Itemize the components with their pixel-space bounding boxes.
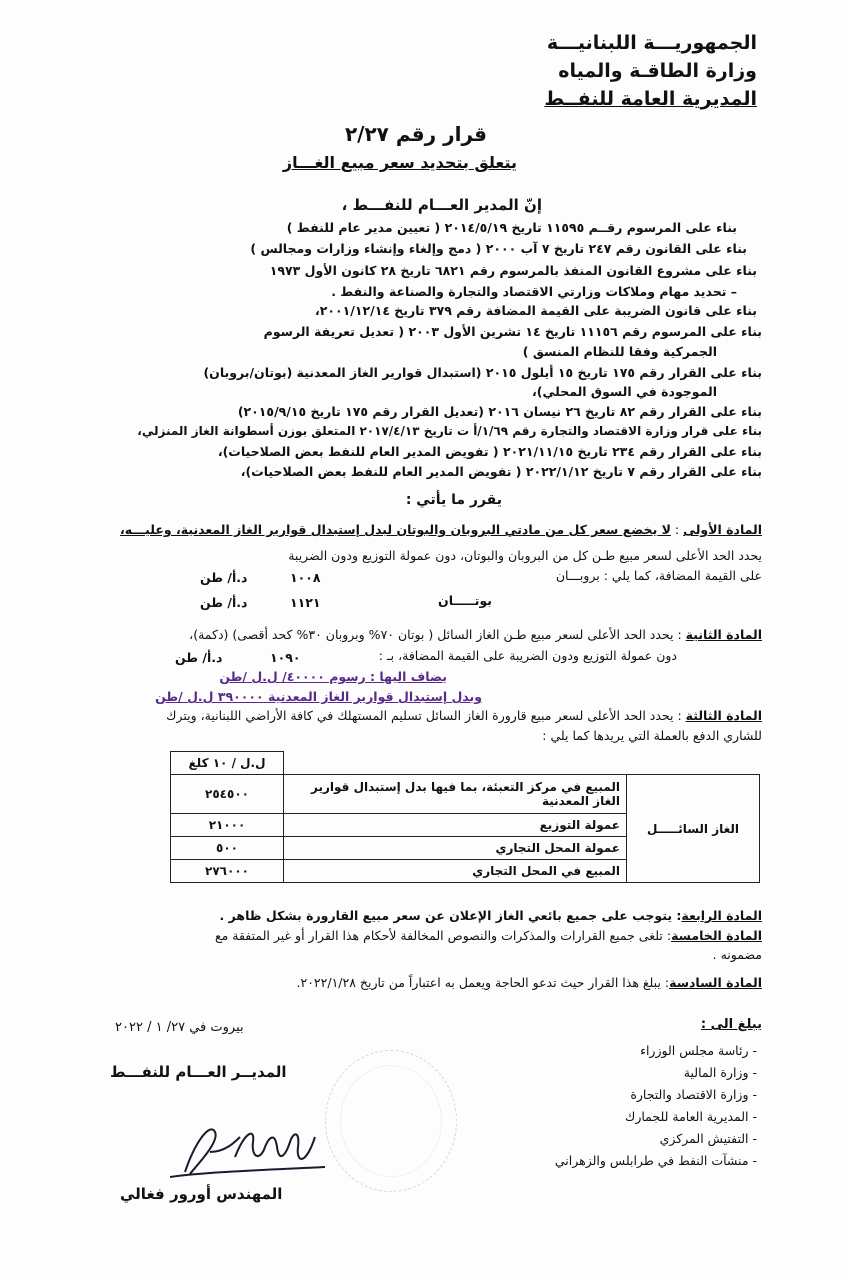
whereas-line: بناء على قانون الضريبة على القيمة المضافة رقم ٣٧٩ تاريخ ٢٠٠١/١٢/١٤،	[315, 303, 757, 318]
unit-header: ل.ل / ١٠ كلغ	[171, 752, 284, 775]
row-label: عمولة التوزيع	[284, 814, 627, 837]
butane-value: ١١٢١	[290, 595, 321, 610]
article-1-line3: على القيمة المضافة، كما يلي : بروبـــان	[555, 568, 762, 583]
list-item: - التفتيش المركزي	[659, 1131, 757, 1146]
whereas-line: بناء على المرسوم رقــم ١١٥٩٥ تاريخ ٢٠١٤/٥/١٩ ( تعيين مدير عام للنفط )	[286, 220, 737, 235]
list-item: - وزارة الاقتصاد والتجارة	[630, 1087, 757, 1102]
article-6-text: : يبلغ هذا القرار حيث تدعو الحاجة ويعمل به اعتباراً من تاريخ ٢٠٢٢/١/٢٨.	[296, 975, 670, 990]
article-1-line2: يحدد الحد الأعلى لسعر مبيع طـن كل من البروبان والبوتان، دون عمولة التوزيع ودون الضريبة	[288, 548, 762, 563]
article-6-label: المادة السادسة	[669, 975, 762, 990]
article-3: المادة الثالثة : يحدد الحد الأعلى لسعر مبيع قارورة الغاز السائل تسليم المستهلك في كافة الأراضي اللبنانية، ويترك	[166, 708, 762, 723]
article-6	[297, 975, 762, 990]
article-2-unit: د.أ/ طن	[175, 650, 223, 665]
article-5-label: المادة الخامسة	[671, 928, 762, 943]
row-value: ٢٧٦٠٠٠	[171, 860, 284, 883]
whereas-line: بناء على المرسوم رقم ١١١٥٦ تاريخ ١٤ تشرين الأول ٢٠٠٣ ( تعديل تعريفة الرسوم	[263, 324, 762, 339]
notify-list	[555, 1040, 757, 1172]
whereas-line: بناء على قرار وزارة الاقتصاد والتجارة رقم ١/٦٩/أ ت تاريخ ٢٠١٧/٤/١٣ المتعلق بوزن أسطوانة الغاز المنزلي،	[137, 424, 762, 438]
article-5	[215, 928, 762, 943]
directorate-header: المديرية العامة للنفــط	[544, 88, 757, 110]
article-1-label: المادة الأولى	[683, 522, 762, 537]
list-item: - رئاسة مجلس الوزراء	[640, 1043, 757, 1058]
propane-value: ١٠٠٨	[290, 570, 321, 585]
butane-unit: د.أ/ طن	[200, 595, 248, 610]
list-item: - منشآت النفط في طرابلس والزهراني	[554, 1153, 757, 1168]
article-5-text: : تلغى جميع القرارات والمذكرات والنصوص المخالفة لأحكام هذا القرار أو غير المتفقة مع	[214, 928, 672, 943]
whereas-line: بناء على القرار رقم ٢٣٤ تاريخ ٢٠٢١/١١/١٥ ( تفويض المدير العام للنفط بعض الصلاحيات)،	[217, 444, 762, 459]
article-2-value: ١٠٩٠	[270, 650, 301, 665]
official-stamp-inner	[340, 1065, 442, 1177]
article-4	[220, 908, 762, 923]
row-value: ٢٥٤٥٠٠	[171, 775, 284, 814]
price-table	[170, 751, 760, 883]
article-2-line2: دون عمولة التوزيع ودون الضريبة على القيمة المضافة، بـ :	[378, 648, 677, 663]
table-header-row	[171, 752, 760, 775]
whereas-line: بناء على مشروع القانون المنفذ بالمرسوم رقم ٦٨٢١ تاريخ ٢٨ كانون الأول ١٩٧٣	[269, 263, 757, 278]
row-label: المبيع في مركز التعبئة، بما فيها بدل إستبدال قوارير الغاز المعدنية	[284, 775, 627, 814]
butane-label: بوتـــــان	[438, 593, 492, 608]
ministry-header: وزارة الطاقـة والمياه	[558, 60, 757, 82]
decision-number: قرار رقم ٢/٢٧	[344, 122, 487, 146]
whereas-line: بناء على القرار رقم ٨٢ تاريخ ٢٦ نيسان ٢٠١٦ (تعديل القرار رقم ١٧٥ تاريخ ٢٠١٥/٩/١٥)	[237, 404, 762, 419]
whereas-line: بناء على القرار رقم ١٧٥ تاريخ ١٥ أيلول ٢٠١٥ (استبدال قوارير الغاز المعدنية (بوتان/بروبان)	[203, 365, 762, 380]
signatory-name: المهندس أورور فغالي	[120, 1185, 283, 1203]
intro-line: إنّ المدير العـــام للنفـــط ،	[341, 196, 542, 214]
whereas-line: – تحديد مهام وملاكات وزارتي الاقتصاد والتجارة والصناعة والنفط .	[331, 284, 737, 299]
article-2-replacement: وبدل إستبدال قوارير الغاز المعدنية ٣٩٠٠٠٠ ل.ل /طن	[155, 689, 482, 704]
article-3-label: المادة الثالثة	[685, 708, 762, 723]
article-3-line1: يحدد الحد الأعلى لسعر مبيع قارورة الغاز السائل تسليم المستهلك في كافة الأراضي اللبنانية، ويترك	[166, 708, 674, 723]
article-2-line1: يحدد الحد الأعلى لسعر مبيع طـن الغاز السائل ( بوتان ٧٠% وبروبان ٣٠% كحد أقصى) (دكمة)،	[189, 627, 674, 642]
decision-subject: يتعلق بتحديد سعر مبيع الغـــاز	[282, 153, 517, 172]
article-2: المادة الثانية : يحدد الحد الأعلى لسعر مبيع طـن الغاز السائل ( بوتان ٧٠% وبروبان ٣٠% كحد أقصى) (دكمة)،	[189, 627, 762, 642]
group-label: الغاز السائـــــل	[627, 775, 760, 883]
article-2-label: المادة الثانية	[685, 627, 762, 642]
table-row	[171, 775, 760, 814]
row-label: المبيع في المحل التجاري	[284, 860, 627, 883]
row-label: عمولة المحل التجاري	[284, 837, 627, 860]
whereas-line: بناء على القرار رقم ٧ تاريخ ٢٠٢٢/١/١٢ ( تفويض المدير العام للنفط بعض الصلاحيات)،	[240, 464, 762, 479]
place-date: بيروت في ٢٧/ ١ / ٢٠٢٢	[115, 1020, 244, 1035]
propane-unit: د.أ/ طن	[200, 570, 248, 585]
list-item: - وزارة المالية	[683, 1065, 757, 1080]
signatory-title: المديــر العـــام للنفـــط	[110, 1063, 287, 1081]
whereas-line: الموجودة في السوق المحلي)،	[531, 384, 717, 399]
decides-line: يقرر ما يأتي :	[405, 492, 502, 508]
row-value: ٢١٠٠٠	[171, 814, 284, 837]
whereas-line: بناء على القانون رقم ٢٤٧ تاريخ ٧ آب ٢٠٠٠ ( دمج وإلغاء وإنشاء وزارات ومجالس )	[250, 241, 747, 256]
whereas-line: الجمركية وفقا للنظام المنسق )	[522, 344, 717, 359]
list-item: - المديرية العامة للجمارك	[625, 1109, 757, 1124]
article-4-text: : يتوجب على جميع بائعي الغاز الإعلان عن سعر مبيع القارورة بشكل ظاهر .	[219, 908, 682, 923]
article-4-label: المادة الرابعة	[681, 908, 762, 923]
article-1: المادة الأولى : لا يخضع سعر كل من مادتي البروبان والبوتان لبدل إستبدال قوارير الغاز المعدنية، وعليـــه،	[120, 522, 762, 537]
notify-title: يبلغ الى :	[700, 1017, 762, 1032]
article-2-fees: يضاف اليها : رسوم ٤٠٠٠٠/ ل.ل /طن	[219, 669, 447, 684]
article-5-text2: مضمونه .	[712, 947, 762, 962]
handwritten-signature	[165, 1112, 335, 1187]
article-3-line2: للشاري الدفع بالعملة التي يريدها كما يلي :	[542, 728, 762, 743]
republic-header: الجمهوريـــة اللبنانيـــة	[546, 32, 757, 54]
row-value: ٥٠٠	[171, 837, 284, 860]
article-1-title: لا يخضع سعر كل من مادتي البروبان والبوتان لبدل إستبدال قوارير الغاز المعدنية، وعليـــه،	[120, 522, 671, 537]
